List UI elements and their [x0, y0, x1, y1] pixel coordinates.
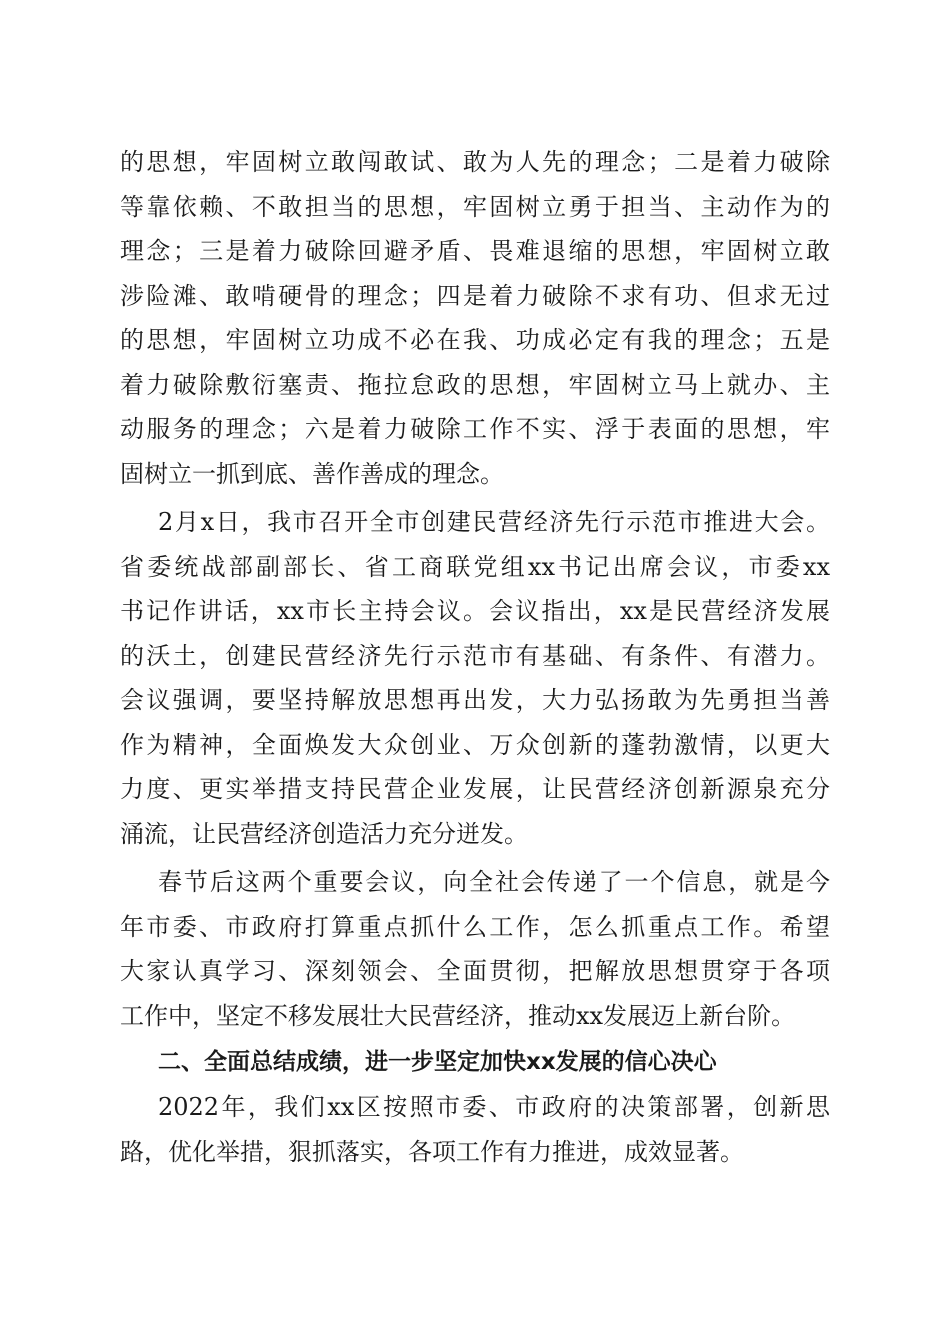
paragraph-spring-meetings: [120, 860, 830, 1038]
paragraph-2022-summary: [120, 1085, 830, 1174]
paragraph-private-economy-meeting: [120, 500, 830, 856]
text-line: 省委统战部副部长、省工商联党组xx书记出席会议，市委xx: [120, 552, 830, 581]
section-heading: 二、全面总结成绩，进一步坚定加快xx发展的信心决心: [158, 1049, 717, 1075]
text-line: 涌流，让民营经济创造活力充分迸发。: [120, 819, 528, 848]
text-line: 的沃土，创建民营经济先行示范市有基础、有条件、有潜力。: [120, 641, 830, 670]
text-line: 春节后这两个重要会议，向全社会传递了一个信息，就是今: [158, 868, 830, 896]
text-line: 动服务的理念；六是着力破除工作不实、浮于表面的思想，牢: [120, 415, 830, 443]
text-line: 着力破除敷衍塞责、拖拉怠政的思想，牢固树立马上就办、主: [120, 370, 830, 399]
text-line: 年市委、市政府打算重点抓什么工作，怎么抓重点工作。希望: [120, 912, 830, 941]
text-line: 路，优化举措，狠抓落实，各项工作有力推进，成效显著。: [120, 1137, 744, 1166]
text-line: 的思想，牢固树立功成不必在我、功成必定有我的理念；五是: [120, 326, 830, 354]
text-line: 2022年，我们xx区按照市委、市政府的决策部署，创新思: [158, 1093, 830, 1121]
paragraph-thinking-liberation: [120, 140, 830, 496]
text-line: 作为精神，全面焕发大众创业、万众创新的蓬勃激情，以更大: [120, 730, 830, 759]
text-line: 大家认真学习、深刻领会、全面贯彻，把解放思想贯穿于各项: [120, 957, 830, 985]
text-line: 2月x日，我市召开全市创建民营经济先行示范市推进大会。: [158, 508, 830, 536]
text-line: 涉险滩、敢啃硬骨的理念；四是着力破除不求有功、但求无过: [120, 281, 830, 310]
text-line: 书记作讲话，xx市长主持会议。会议指出，xx是民营经济发展: [120, 597, 830, 625]
text-line: 力度、更实举措支持民营企业发展，让民营经济创新源泉充分: [120, 775, 830, 803]
text-line: 的思想，牢固树立敢闯敢试、敢为人先的理念；二是着力破除: [120, 148, 830, 176]
text-line: 等靠依赖、不敢担当的思想，牢固树立勇于担当、主动作为的: [120, 192, 830, 221]
text-line: 理念；三是着力破除回避矛盾、畏难退缩的思想，牢固树立敢: [120, 237, 830, 265]
text-line: 工作中，坚定不移发展壮大民营经济，推动xx发展迈上新台阶。: [120, 1001, 796, 1030]
text-line: 固树立一抓到底、善作善成的理念。: [120, 459, 504, 488]
text-line: 会议强调，要坚持解放思想再出发，大力弘扬敢为先勇担当善: [120, 686, 830, 714]
